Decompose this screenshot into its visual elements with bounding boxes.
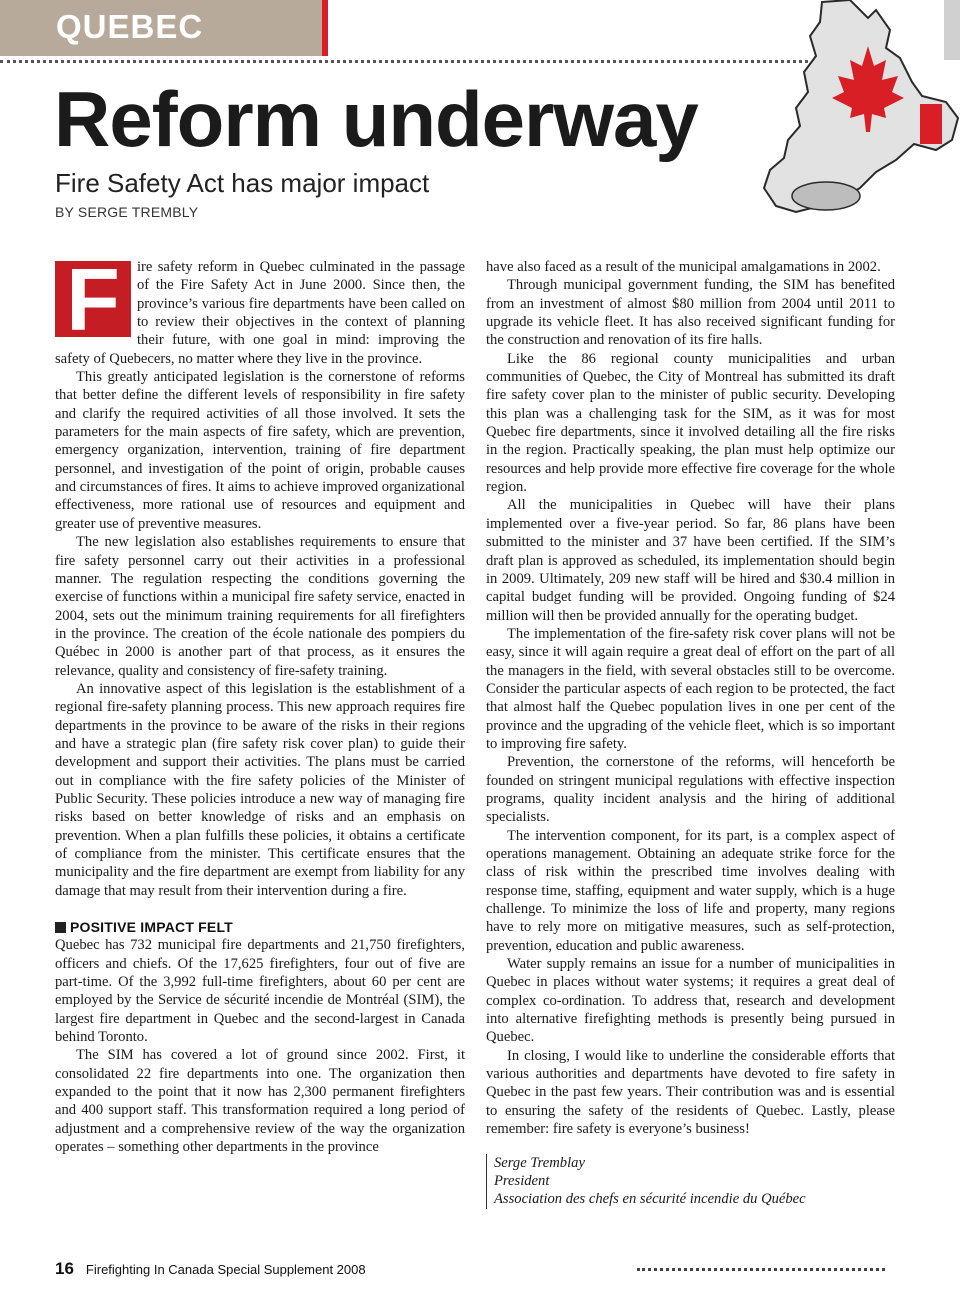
article-paragraph-intro: F ire safety reform in Quebec culminated in the passage of the Fire Safety Act in June 2000. Since then, the province’s various fire departments have been called on to review their objectives in the context of planning their future, with one goal in mind: improving the safety of Quebecers, no matter where they live in the province. [55,250,465,367]
article-column-right [486,258,895,1209]
signature-block [486,1154,895,1209]
article-paragraph: Like the 86 regional county municipalities and urban communities of Quebec, the City of Montreal has submitted its draft fire safety cover plan to the minister of public security. Developing this plan was a challenging task for the SIM, as it was for most Quebec fire departments, since it involved detailing all the fire risks in the region. Practically speaking, the plan must help optimize our resources and help provide more effective fire coverage for the whole region. [486,350,895,496]
article-paragraph: The new legislation also establishes requirements to ensure that fire safety personnel carry out their activities in a professional manner. The regulation respecting the conditions governing the exercise of functions within a municipal fire safety service, enacted in 2004, sets out the minimum training requirements for all firefighters in the province. The creation of the école nationale des pompiers du Québec in 2000 is another part of that process, as it ensures the relevance, quality and consistency of fire-safety training. [55,534,465,679]
section-label: QUEBEC [56,8,204,45]
article-paragraph: Through municipal government funding, the SIM has benefited from an investment of almost $80 million from 2004 until 2011 to upgrade its vehicle fleet. It has also received significant funding for the construction and renovation of its fire halls. [486,277,895,349]
article-paragraph: This greatly anticipated legislation is the cornerstone of reforms that better define the different levels of responsibility in fire safety and clarify the required activities of all those involved. It sets the parameters for the main aspects of fire safety, which are prevention, emergency organization, intervention, training of fire department personnel, and investigation of the point of origin, probable causes and circumstances of fires. It aims to achieve improved organizational effectiveness, more rational use of resources and equipment and greater use of preventive measures. [55,369,465,532]
signature-name: Serge Tremblay [494,1154,585,1171]
article-paragraph: The SIM has covered a lot of ground since 2002. First, it consolidated 22 fire departments into one. The organization then expanded to the point that it now has 2,300 permanent firefighters and 400 support staff. This transformation required a long period of adjustment and a comprehensive review of the way the organization operates – something other departments in the province [55,1047,465,1156]
article-paragraph: In closing, I would like to underline the considerable efforts that various authorities and departments have devoted to fire safety in Quebec in the past few years. Their contribution was and is essential to ensuring the safety of the residents of Quebec. Lastly, please remember: fire safety is everyone’s business! [486,1047,895,1138]
signature-title: President [494,1172,550,1189]
byline: BY SERGE TREMBLY [55,204,199,220]
page-number: 16 [55,1259,74,1278]
headline: Reform underway [54,75,698,163]
article-paragraph-continued: have also faced as a result of the municipal amalgamations in 2002. [486,259,881,275]
article-paragraph: An innovative aspect of this legislation is the establishment of a regional fire-safety planning process. This new approach requires fire departments in the province to be aware of the risks in their regions and have a strategic plan (fire safety risk cover plan) to guide their development and support their activities. The plans must be carried out in compliance with the fire safety policies of the Minister of Public Security. These policies introduce a new way of managing fire risks based on better knowledge of risks and an emphasis on prevention. When a plan fulfills these policies, it obtains a certificate of compliance from the minister. This certificate ensures that the municipality and the fire department are exempt from liability for any damage that may result from their intervention during a fire. [55,680,465,899]
publication-name: Firefighting In Canada Special Supplement 2008 [85,1262,366,1277]
section-subheading: POSITIVE IMPACT FELT [55,918,465,936]
article-paragraph: Quebec has 732 municipal fire departments and 21,750 firefighters, officers and chiefs. Of the 17,625 firefighters, four out of five are part-time. Of the 3,992 full-time firefighters, about 60 per cent are employed by the Service de sécurité incendie de Montréal (SIM), the largest fire department in Quebec and the second-largest in Canada behind Toronto. [55,937,465,1046]
flag-red-band [920,104,942,144]
page-footer [55,1259,366,1279]
article-paragraph: Prevention, the cornerstone of the reforms, will henceforth be founded on stringent municipal regulations with effective inspection programs, quality incident analysis and the hiring of additional specialists. [486,754,895,826]
dropcap: F [55,261,131,337]
article-paragraph: The intervention component, for its part, is a complex aspect of operations management. Obtaining an adequate strike force for the class of risk within the prescribed time involves dealing with response time, staffing, equipment and water supply, which is a huge challenge. To minimize the loss of life and property, many regions have to rely more on mitigative measures, such as self-protection, prevention, education and public awareness. [486,827,895,954]
square-bullet-icon [55,922,66,933]
header-dotted-rule [0,60,815,63]
article-paragraph: Water supply remains an issue for a number of municipalities in Quebec in places without water systems; it requires a great deal of complex co-ordination. To address that, research and development into alternative firefighting methods is presently being pursued in Quebec. [486,956,895,1046]
section-tab-accent [322,0,328,56]
signature-organization: Association des chefs en sécurité incendie du Québec [494,1191,806,1208]
article-paragraph: The implementation of the fire-safety risk cover plans will not be easy, since it will again require a great deal of effort on the part of all the managers in the field, with several obstacles still to be overcome. Consider the particular aspects of each region to be protected, the fact that almost half the Quebec population lives in one per cent of the province and the upgrading of the vehicle fleet, which is so important to improving fire safety. [486,625,895,752]
map-shadow-disc [792,182,860,210]
article-paragraph: All the municipalities in Quebec will have their plans implemented over a five-year period. So far, 86 plans have been submitted to the minister and 37 have been certified. If the SIM’s draft plan is approved as scheduled, its implementation should begin in 2009. Ultimately, 209 new staff will be hired and $30.4 million in capital budget funding will be provided. Ongoing funding of $24 million will then be provided annually for the operating budget. [486,497,895,624]
subhead: Fire Safety Act has major impact [55,168,430,198]
quebec-map-icon [700,0,960,215]
footer-dotted-rule [637,1268,885,1271]
article-column-left [55,250,465,1157]
